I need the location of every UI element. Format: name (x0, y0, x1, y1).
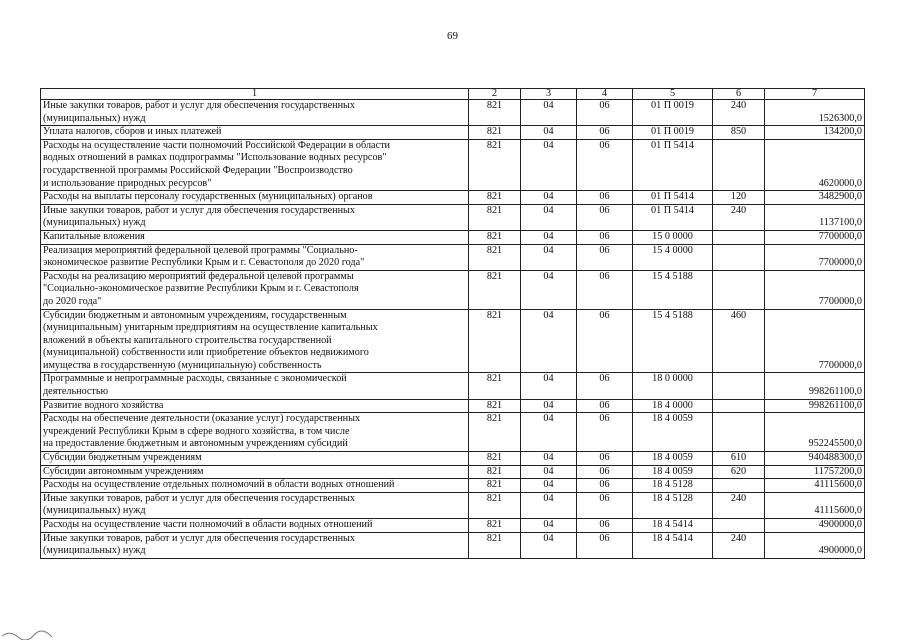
cell-expense-type: 610 (713, 452, 765, 466)
cell-expense-type (713, 519, 765, 533)
cell-description: Уплата налогов, сборов и иных платежей (41, 126, 469, 140)
cell-amount: 7700000,0 (765, 270, 865, 309)
cell-admin-code: 821 (469, 230, 521, 244)
cell-amount: 7700000,0 (765, 244, 865, 270)
cell-expense-type (713, 270, 765, 309)
header-cell-5: 5 (633, 89, 713, 100)
table-row (41, 230, 865, 244)
cell-expense-type: 850 (713, 126, 765, 140)
table-row (41, 452, 865, 466)
cell-section: 04 (521, 204, 577, 230)
cell-target-article: 01 П 0019 (633, 100, 713, 126)
cell-admin-code: 821 (469, 100, 521, 126)
header-cell-7: 7 (765, 89, 865, 100)
cell-admin-code: 821 (469, 465, 521, 479)
table-row (41, 492, 865, 518)
cell-amount: 1137100,0 (765, 204, 865, 230)
cell-subsection: 06 (577, 309, 633, 373)
cell-amount: 998261100,0 (765, 399, 865, 413)
cell-target-article: 18 4 5128 (633, 492, 713, 518)
cell-expense-type (713, 230, 765, 244)
cell-target-article: 18 4 0000 (633, 399, 713, 413)
cell-expense-type: 460 (713, 309, 765, 373)
cell-target-article: 18 4 0059 (633, 452, 713, 466)
cell-target-article: 01 П 0019 (633, 126, 713, 140)
table-row (41, 126, 865, 140)
header-cell-4: 4 (577, 89, 633, 100)
cell-amount: 134200,0 (765, 126, 865, 140)
cell-description: Программные и непрограммные расходы, связанные с экономической деятельностью (41, 373, 469, 399)
table-row (41, 413, 865, 452)
cell-target-article: 15 4 5188 (633, 309, 713, 373)
cell-description: Субсидии бюджетным учреждениям (41, 452, 469, 466)
cell-expense-type (713, 244, 765, 270)
table-row (41, 532, 865, 558)
cell-expense-type (713, 413, 765, 452)
cell-admin-code: 821 (469, 309, 521, 373)
cell-admin-code: 821 (469, 452, 521, 466)
cell-admin-code: 821 (469, 532, 521, 558)
cell-section: 04 (521, 479, 577, 493)
cell-expense-type: 240 (713, 100, 765, 126)
cell-description: Расходы на реализацию мероприятий федеральной целевой программы "Социально-экономическое развитие Республики Крым и г. Севастополя до 2020 года" (41, 270, 469, 309)
table-row (41, 100, 865, 126)
cell-subsection: 06 (577, 413, 633, 452)
cell-subsection: 06 (577, 373, 633, 399)
cell-description: Капитальные вложения (41, 230, 469, 244)
cell-section: 04 (521, 230, 577, 244)
cell-target-article: 18 4 0059 (633, 465, 713, 479)
cell-description: Расходы на осуществление отдельных полномочий в области водных отношений (41, 479, 469, 493)
cell-target-article: 01 П 5414 (633, 191, 713, 205)
cell-subsection: 06 (577, 465, 633, 479)
cell-description: Расходы на осуществление части полномочий Российской Федерации в области водных отношений в рамках подпрограммы "Использование водных ресурсов" государственной программы Российской Федерации "Воспроизводство и использование природных ресурсов" (41, 139, 469, 190)
cell-section: 04 (521, 191, 577, 205)
header-cell-1: 1 (41, 89, 469, 100)
table-row (41, 399, 865, 413)
cell-subsection: 06 (577, 204, 633, 230)
cell-admin-code: 821 (469, 126, 521, 140)
cell-section: 04 (521, 452, 577, 466)
cell-description: Реализация мероприятий федеральной целевой программы "Социально- экономическое развитие Республики Крым и г. Севастополя до 2020 года" (41, 244, 469, 270)
cell-section: 04 (521, 519, 577, 533)
table-row (41, 191, 865, 205)
cell-admin-code: 821 (469, 519, 521, 533)
cell-description: Расходы на выплаты персоналу государственных (муниципальных) органов (41, 191, 469, 205)
header-cell-3: 3 (521, 89, 577, 100)
cell-subsection: 06 (577, 100, 633, 126)
cell-subsection: 06 (577, 492, 633, 518)
cell-section: 04 (521, 373, 577, 399)
cell-subsection: 06 (577, 139, 633, 190)
cell-amount: 4620000,0 (765, 139, 865, 190)
cell-amount: 940488300,0 (765, 452, 865, 466)
cell-expense-type: 120 (713, 191, 765, 205)
table-header-row (41, 89, 865, 100)
cell-description: Субсидии автономным учреждениям (41, 465, 469, 479)
cell-subsection: 06 (577, 270, 633, 309)
cell-amount: 4900000,0 (765, 532, 865, 558)
cell-description: Иные закупки товаров, работ и услуг для обеспечения государственных (муниципальных) нужд (41, 492, 469, 518)
cell-target-article: 18 4 5128 (633, 479, 713, 493)
cell-subsection: 06 (577, 230, 633, 244)
cell-description: Развитие водного хозяйства (41, 399, 469, 413)
page-number: 69 (447, 30, 458, 42)
cell-expense-type (713, 399, 765, 413)
cell-subsection: 06 (577, 399, 633, 413)
table-row (41, 479, 865, 493)
cell-description: Иные закупки товаров, работ и услуг для обеспечения государственных (муниципальных) нужд (41, 204, 469, 230)
table-row (41, 139, 865, 190)
cell-amount: 11757200,0 (765, 465, 865, 479)
table-row (41, 204, 865, 230)
cell-amount: 1526300,0 (765, 100, 865, 126)
cell-section: 04 (521, 492, 577, 518)
cell-admin-code: 821 (469, 204, 521, 230)
cell-description: Расходы на осуществление части полномочий в области водных отношений (41, 519, 469, 533)
cell-admin-code: 821 (469, 244, 521, 270)
cell-section: 04 (521, 465, 577, 479)
header-cell-6: 6 (713, 89, 765, 100)
cell-subsection: 06 (577, 126, 633, 140)
table-row (41, 244, 865, 270)
cell-subsection: 06 (577, 532, 633, 558)
cell-admin-code: 821 (469, 399, 521, 413)
cell-section: 04 (521, 244, 577, 270)
cell-amount: 7700000,0 (765, 309, 865, 373)
cell-subsection: 06 (577, 191, 633, 205)
cell-target-article: 01 П 5414 (633, 139, 713, 190)
cell-target-article: 15 0 0000 (633, 230, 713, 244)
cell-expense-type: 620 (713, 465, 765, 479)
scan-mark (0, 628, 60, 640)
cell-admin-code: 821 (469, 139, 521, 190)
table-row (41, 519, 865, 533)
cell-target-article: 01 П 5414 (633, 204, 713, 230)
cell-expense-type: 240 (713, 532, 765, 558)
cell-expense-type (713, 139, 765, 190)
cell-expense-type (713, 479, 765, 493)
cell-subsection: 06 (577, 244, 633, 270)
cell-target-article: 18 4 5414 (633, 532, 713, 558)
cell-admin-code: 821 (469, 191, 521, 205)
cell-description: Субсидии бюджетным и автономным учреждениям, государственным (муниципальным) унитарным предприятиям на осуществление капитальных вложений в объекты капитального строительства государственной (муниципальной) собственности или приобретение объектов недвижимого имущества в государственную (муниципальную) собственность (41, 309, 469, 373)
cell-section: 04 (521, 413, 577, 452)
cell-section: 04 (521, 532, 577, 558)
cell-description: Расходы на обеспечение деятельности (оказание услуг) государственных учреждений Республики Крым в сфере водного хозяйства, в том числе на предоставление бюджетным и автономным учреждениям субсидий (41, 413, 469, 452)
cell-section: 04 (521, 309, 577, 373)
cell-amount: 3482900,0 (765, 191, 865, 205)
budget-table (40, 88, 865, 559)
cell-expense-type (713, 373, 765, 399)
header-cell-2: 2 (469, 89, 521, 100)
cell-amount: 7700000,0 (765, 230, 865, 244)
cell-section: 04 (521, 399, 577, 413)
cell-section: 04 (521, 270, 577, 309)
cell-admin-code: 821 (469, 270, 521, 309)
cell-section: 04 (521, 126, 577, 140)
table-row (41, 373, 865, 399)
cell-amount: 41115600,0 (765, 479, 865, 493)
cell-admin-code: 821 (469, 492, 521, 518)
cell-target-article: 18 4 0059 (633, 413, 713, 452)
cell-subsection: 06 (577, 452, 633, 466)
cell-admin-code: 821 (469, 373, 521, 399)
cell-admin-code: 821 (469, 413, 521, 452)
table-row (41, 309, 865, 373)
cell-admin-code: 821 (469, 479, 521, 493)
table-row (41, 465, 865, 479)
cell-target-article: 15 4 5188 (633, 270, 713, 309)
cell-description: Иные закупки товаров, работ и услуг для обеспечения государственных (муниципальных) нужд (41, 532, 469, 558)
cell-amount: 952245500,0 (765, 413, 865, 452)
cell-subsection: 06 (577, 479, 633, 493)
cell-target-article: 15 4 0000 (633, 244, 713, 270)
cell-target-article: 18 4 5414 (633, 519, 713, 533)
cell-section: 04 (521, 139, 577, 190)
cell-subsection: 06 (577, 519, 633, 533)
cell-amount: 998261100,0 (765, 373, 865, 399)
cell-amount: 41115600,0 (765, 492, 865, 518)
cell-expense-type: 240 (713, 204, 765, 230)
cell-target-article: 18 0 0000 (633, 373, 713, 399)
cell-amount: 4900000,0 (765, 519, 865, 533)
cell-description: Иные закупки товаров, работ и услуг для обеспечения государственных (муниципальных) нужд (41, 100, 469, 126)
cell-section: 04 (521, 100, 577, 126)
cell-expense-type: 240 (713, 492, 765, 518)
table-row (41, 270, 865, 309)
